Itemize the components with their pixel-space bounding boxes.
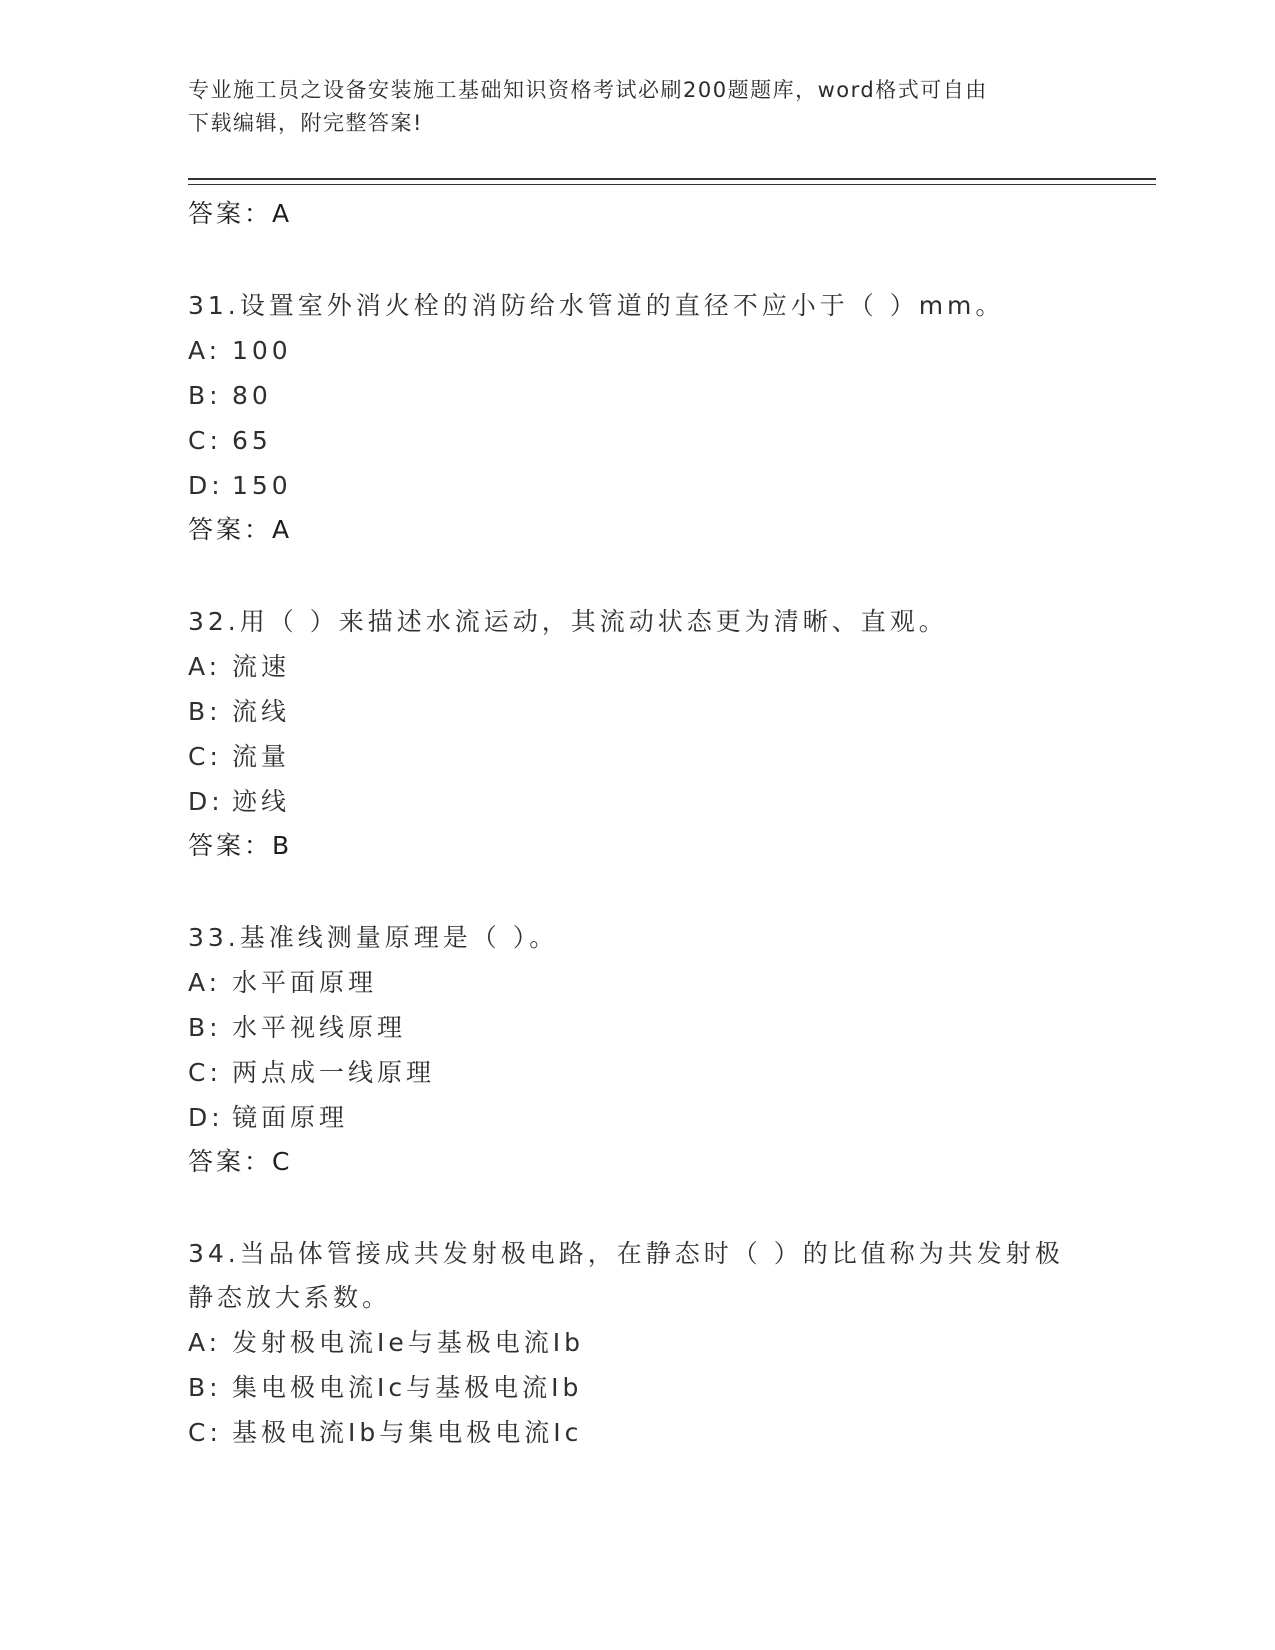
answer-line: 答案：B xyxy=(188,831,293,860)
option-letter: D: xyxy=(188,471,224,500)
option-text: 100 xyxy=(232,336,292,365)
option-letter: A: xyxy=(188,968,222,997)
answer-line: 答案：A xyxy=(188,199,293,228)
header-divider-thick xyxy=(188,178,1156,180)
option-text: 镜面原理 xyxy=(232,1103,349,1132)
option-text: 集电极电流Ic与基极电流Ib xyxy=(232,1373,583,1402)
option-text: 两点成一线原理 xyxy=(232,1058,436,1087)
option-text: 80 xyxy=(232,381,272,410)
option-a xyxy=(188,644,1088,689)
option-letter: D: xyxy=(188,1103,224,1132)
answer-line: 答案：A xyxy=(188,515,293,544)
option-a xyxy=(188,1320,1088,1365)
option-c xyxy=(188,734,1088,779)
option-letter: C: xyxy=(188,742,222,771)
question-block xyxy=(188,1232,1088,1455)
option-letter: C: xyxy=(188,426,222,455)
option-text: 150 xyxy=(232,471,292,500)
option-c xyxy=(188,1410,1088,1455)
answer-line: 答案：C xyxy=(188,1147,293,1176)
question-text: 33.基准线测量原理是（ ）。 xyxy=(188,923,559,952)
question-block xyxy=(188,916,1088,1184)
option-text: 迹线 xyxy=(232,787,291,816)
option-letter: B: xyxy=(188,1373,222,1402)
option-letter: C: xyxy=(188,1418,222,1447)
option-b xyxy=(188,373,1088,418)
question-text-line-2: 静态放大系数。 xyxy=(188,1283,392,1312)
option-b xyxy=(188,689,1088,734)
document-header xyxy=(188,74,1088,140)
option-b xyxy=(188,1005,1088,1050)
option-letter: A: xyxy=(188,336,222,365)
option-letter: A: xyxy=(188,1328,222,1357)
header-divider-thin xyxy=(188,184,1156,185)
option-c xyxy=(188,1050,1088,1095)
question-text: 31.设置室外消火栓的消防给水管道的直径不应小于（ ）mm。 xyxy=(188,291,1005,320)
header-line-1: 专业施工员之设备安装施工基础知识资格考试必刷200题题库，word格式可自由 xyxy=(188,78,988,102)
question-text-line-1: 34.当品体管接成共发射极电路，在静态时（ ）的比值称为共发射极 xyxy=(188,1239,1064,1268)
question-block xyxy=(188,284,1088,552)
option-a xyxy=(188,960,1088,1005)
option-d xyxy=(188,463,1088,508)
option-text: 流量 xyxy=(232,742,291,771)
option-letter: B: xyxy=(188,1013,222,1042)
option-text: 发射极电流Ie与基极电流Ib xyxy=(232,1328,584,1357)
question-list xyxy=(188,192,1088,1455)
option-text: 流线 xyxy=(232,697,291,726)
option-a xyxy=(188,328,1088,373)
question-block xyxy=(188,600,1088,868)
option-text: 65 xyxy=(232,426,272,455)
option-b xyxy=(188,1365,1088,1410)
option-letter: B: xyxy=(188,697,222,726)
option-text: 水平视线原理 xyxy=(232,1013,407,1042)
question-text: 32.用（ ）来描述水流运动，其流动状态更为清晰、直观。 xyxy=(188,607,948,636)
option-d xyxy=(188,1095,1088,1140)
option-letter: B: xyxy=(188,381,222,410)
option-letter: A: xyxy=(188,652,222,681)
header-line-2: 下载编辑，附完整答案! xyxy=(188,111,423,135)
option-text: 流速 xyxy=(232,652,291,681)
option-letter: C: xyxy=(188,1058,222,1087)
option-text: 基极电流Ib与集电极电流Ic xyxy=(232,1418,583,1447)
option-d xyxy=(188,779,1088,824)
option-c xyxy=(188,418,1088,463)
option-letter: D: xyxy=(188,787,224,816)
option-text: 水平面原理 xyxy=(232,968,378,997)
